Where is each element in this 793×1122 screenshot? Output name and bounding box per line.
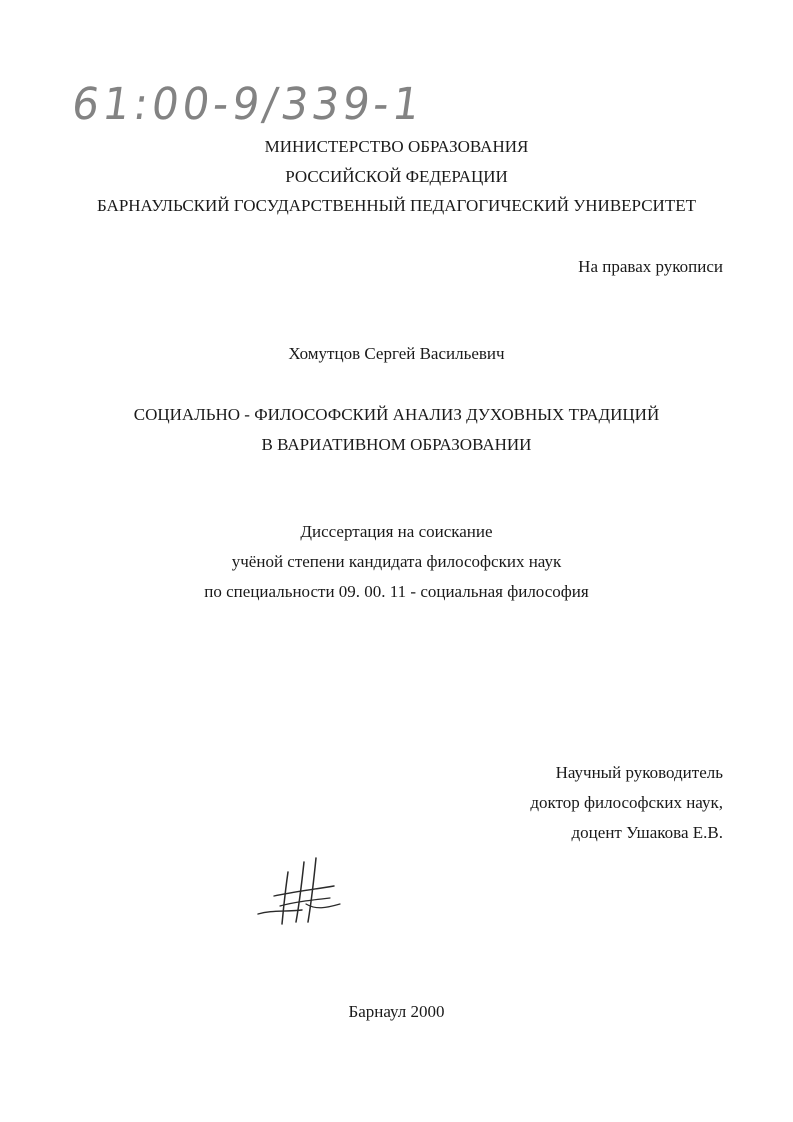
university-name: БАРНАУЛЬСКИЙ ГОСУДАРСТВЕННЫЙ ПЕДАГОГИЧЕСКИЙ УНИВЕРСИТЕТ bbox=[97, 196, 696, 215]
signature-mark bbox=[250, 852, 360, 932]
ministry-line-2: РОССИЙСКОЙ ФЕДЕРАЦИИ bbox=[285, 167, 508, 186]
thesis-title-line-2: В ВАРИАТИВНОМ ОБРАЗОВАНИИ bbox=[261, 435, 532, 454]
degree-line-1: Диссертация на соискание bbox=[300, 522, 493, 541]
supervisor-degree: доктор философских наук, bbox=[530, 793, 723, 812]
thesis-title-line-1: СОЦИАЛЬНО - ФИЛОСОФСКИЙ АНАЛИЗ ДУХОВНЫХ ТРАДИЦИЙ bbox=[133, 405, 660, 424]
place-and-year: Барнаул 2000 bbox=[348, 1002, 445, 1021]
archive-number-handwritten: 61:00-9/339-1 bbox=[68, 78, 428, 130]
manuscript-note: На правах рукописи bbox=[578, 257, 723, 276]
supervisor-name: доцент Ушакова Е.В. bbox=[571, 823, 723, 842]
supervisor-role: Научный руководитель bbox=[555, 763, 723, 782]
ministry-line-1: МИНИСТЕРСТВО ОБРАЗОВАНИЯ bbox=[264, 137, 529, 156]
author-name: Хомутцов Сергей Васильевич bbox=[288, 344, 505, 363]
degree-line-2: учёной степени кандидата философских наук bbox=[231, 552, 562, 571]
degree-line-3: по специальности 09. 00. 11 - социальная философия bbox=[204, 582, 589, 601]
